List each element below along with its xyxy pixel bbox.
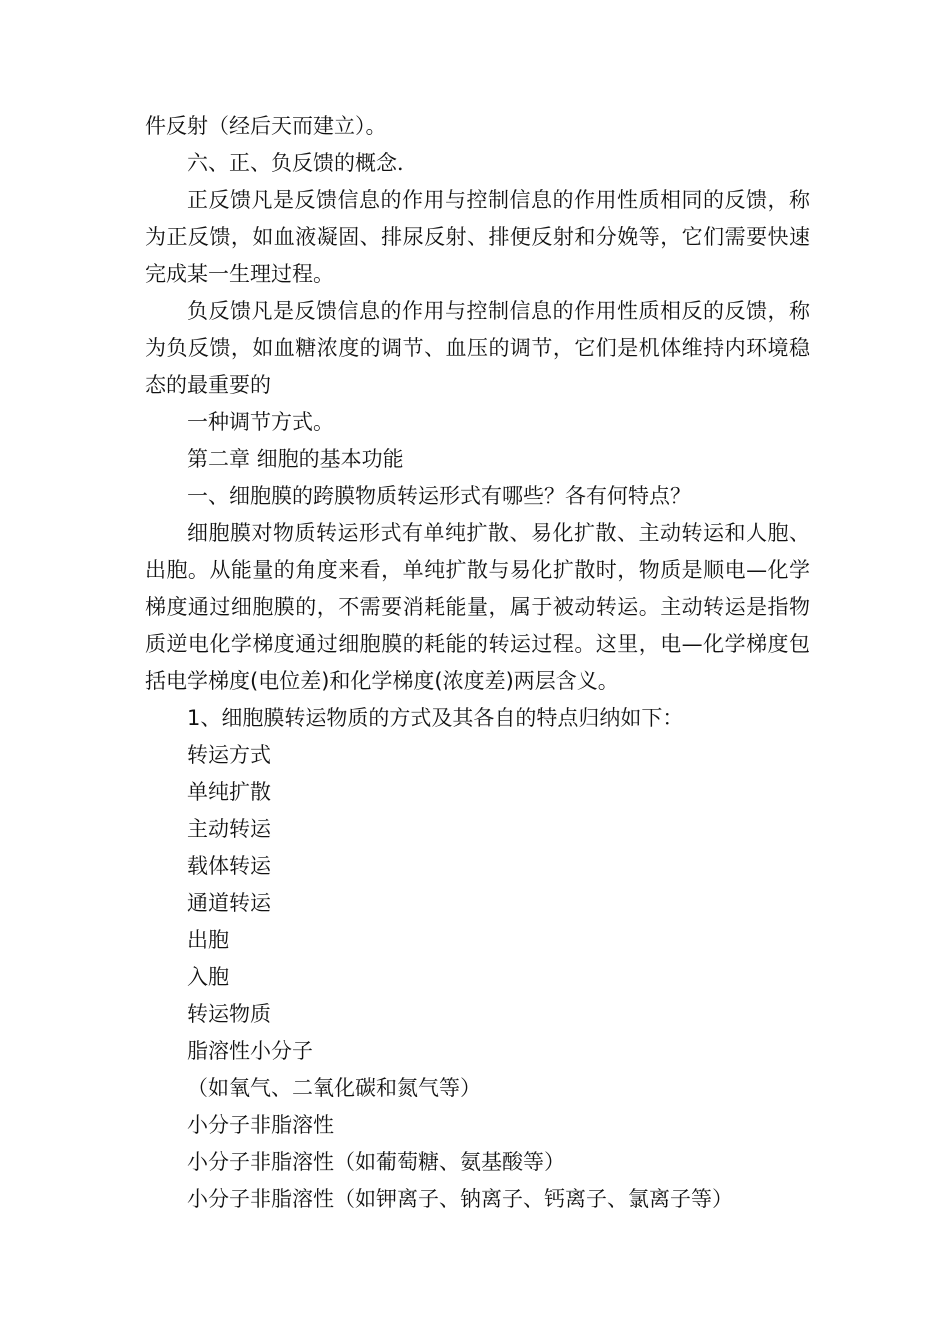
paragraph-positive-feedback: 正反馈凡是反馈信息的作用与控制信息的作用性质相同的反馈，称为正反馈，如血液凝固、排尿反射、排便反射和分娩等，它们需要快速完成某一生理过程。: [145, 188, 810, 286]
list-item: 出胞: [187, 928, 229, 952]
list-item: 入胞: [187, 965, 229, 989]
list-item: 转运物质: [187, 1002, 271, 1026]
paragraph-summary-intro: 1、细胞膜转运物质的方式及其各自的特点归纳如下：: [187, 706, 684, 730]
list-item: 单纯扩散: [187, 780, 271, 804]
question-heading: 一、细胞膜的跨膜物质转运形式有哪些？各有何特点？: [187, 484, 691, 508]
list-item: 脂溶性小分子: [187, 1039, 313, 1063]
list-item: 主动转运: [187, 817, 271, 841]
list-item: 小分子非脂溶性: [187, 1113, 334, 1137]
paragraph-transport-forms: 细胞膜对物质转运形式有单纯扩散、易化扩散、主动转运和人胞、出胞。从能量的角度来看，单纯扩散与易化扩散时，物质是顺电—化学梯度通过细胞膜的，不需要消耗能量，属于被动转运。主动转运是指物质逆电化学梯度通过细胞膜的耗能的转运过程。这里，电—化学梯度包括电学梯度(电位差)和化学梯度(浓度差)两层含义。: [145, 521, 810, 693]
list-item: （如氧气、二氧化碳和氮气等）: [187, 1076, 481, 1100]
section-heading-feedback: 六、正、负反馈的概念．: [187, 151, 418, 175]
paragraph-continuation: 件反射（经后天而建立）。: [145, 114, 387, 138]
list-item: 通道转运: [187, 891, 271, 915]
paragraph-negative-feedback: 负反馈凡是反馈信息的作用与控制信息的作用性质相反的反馈，称为负反馈，如血糖浓度的调节、血压的调节，它们是机体维持内环境稳态的最重要的: [145, 299, 810, 397]
chapter-heading: 第二章 细胞的基本功能: [187, 447, 404, 471]
paragraph-regulation-method: 一种调节方式。: [187, 410, 334, 434]
list-item: 载体转运: [187, 854, 271, 878]
list-item: 转运方式: [187, 743, 271, 767]
document-body: [145, 108, 810, 1218]
list-item: 小分子非脂溶性（如葡萄糖、氨基酸等）: [187, 1150, 565, 1174]
list-item: 小分子非脂溶性（如钾离子、钠离子、钙离子、氯离子等）: [187, 1187, 733, 1211]
